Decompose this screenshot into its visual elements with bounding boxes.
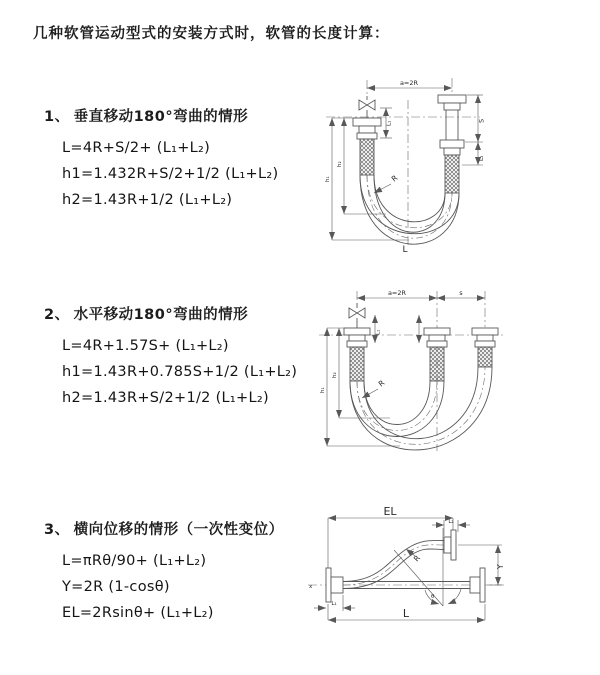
radius-callout	[374, 173, 399, 193]
radius-label: R	[389, 173, 400, 184]
formula-h1: h1=1.432R+S/2+1/2 (L₁+L₂)	[62, 166, 279, 182]
dim-label-l2: L₂	[479, 155, 485, 161]
formula-h2: h2=1.43R+S/2+1/2 (L₁+L₂)	[62, 390, 269, 406]
section-lateral-displacement	[44, 518, 284, 626]
section-3-heading	[44, 518, 284, 539]
axis-label: x	[309, 584, 313, 590]
section-1-number: 1、	[44, 109, 70, 125]
dimension-l1	[380, 108, 393, 138]
left-flange-fitting	[326, 568, 343, 602]
valve-icon	[359, 96, 375, 118]
dim-label-l1: L₁	[375, 329, 382, 335]
page-title: 几种软管运动型式的安装方式时，软管的长度计算：	[33, 26, 390, 42]
dimension-s	[437, 289, 485, 298]
formula-h2: h2=1.43R+1/2 (L₁+L₂)	[62, 192, 233, 208]
dim-label-h2: h₂	[337, 161, 343, 167]
right-hose-braid	[478, 347, 492, 367]
top-flange-fitting	[444, 530, 456, 560]
length-label: L	[402, 245, 408, 255]
dim-label-l1: L₁	[386, 120, 393, 126]
dim-label-s: s	[459, 289, 463, 297]
right-flange-fitting	[470, 568, 485, 602]
section-2-number: 2、	[44, 307, 70, 323]
dimension-l2	[462, 142, 485, 165]
right-flange-fitting	[472, 328, 498, 347]
formula-length: L=4R+1.57S+ (L₁+L₂)	[62, 338, 229, 354]
middle-flange-fitting	[424, 328, 450, 347]
middle-hose-braid	[430, 347, 444, 381]
diagram-vertical-180-bend	[308, 72, 593, 262]
dim-label-l1: L₁	[331, 601, 337, 607]
section-1-heading	[44, 105, 278, 126]
section-2-title: 水平移动180°弯曲的情形	[73, 307, 249, 323]
left-hose-braid	[350, 347, 364, 381]
angle-label: θ	[431, 594, 435, 600]
dim-label-el: EL	[383, 505, 397, 518]
formula-length: L=4R+S/2+ (L₁+L₂)	[62, 140, 211, 156]
dimension-s	[465, 95, 486, 142]
formula-h1: h1=1.43R+0.785S+1/2 (L₁+L₂)	[62, 364, 298, 380]
u-bend-hose-position-2	[350, 367, 492, 450]
formula-length: L=πRθ/90+ (L₁+L₂)	[62, 553, 207, 569]
left-flange-fitting	[353, 118, 381, 139]
section-3-title: 横向位移的情形（一次性变位）	[73, 522, 284, 538]
section-3-number: 3、	[44, 522, 70, 538]
dim-label-h1: h₁	[320, 387, 326, 393]
dimension-a-2r	[357, 289, 437, 298]
section-horizontal-movement	[44, 303, 297, 411]
dim-label-s: S	[477, 118, 486, 123]
dim-label-a2r: a=2R	[387, 289, 407, 297]
dim-label-h1: h₁	[325, 176, 331, 182]
valve-icon	[349, 303, 365, 328]
dimension-l1	[375, 315, 382, 343]
section-2-heading	[44, 303, 297, 324]
section-1-title: 垂直移动180°弯曲的情形	[73, 109, 249, 125]
dim-label-l2: L₂	[448, 519, 454, 525]
dimension-el	[328, 505, 453, 568]
formula-y: Y=2R (1-cosθ)	[62, 579, 170, 595]
u-bend-hose	[360, 175, 459, 244]
diagram-horizontal-180-bend	[305, 283, 595, 465]
dimension-l1	[314, 595, 355, 611]
dim-label-h2: h₂	[332, 372, 338, 378]
right-flange-fitting	[438, 95, 466, 155]
left-hose-braid	[360, 139, 374, 175]
right-hose-braid	[445, 155, 459, 193]
section-vertical-movement	[44, 105, 278, 213]
dim-label-y: Y	[496, 564, 505, 569]
formula-el: EL=2Rsinθ+ (L₁+L₂)	[62, 605, 214, 621]
radius-label: R	[411, 553, 422, 564]
dimension-a-2r	[367, 79, 452, 88]
dim-label-l: L	[402, 607, 410, 620]
dim-label-a2r: a=2R	[399, 79, 419, 87]
dimension-l	[328, 604, 485, 620]
diagram-lateral-displacement	[298, 498, 598, 645]
left-flange-fitting	[344, 328, 370, 347]
radius-label: R	[376, 378, 387, 389]
